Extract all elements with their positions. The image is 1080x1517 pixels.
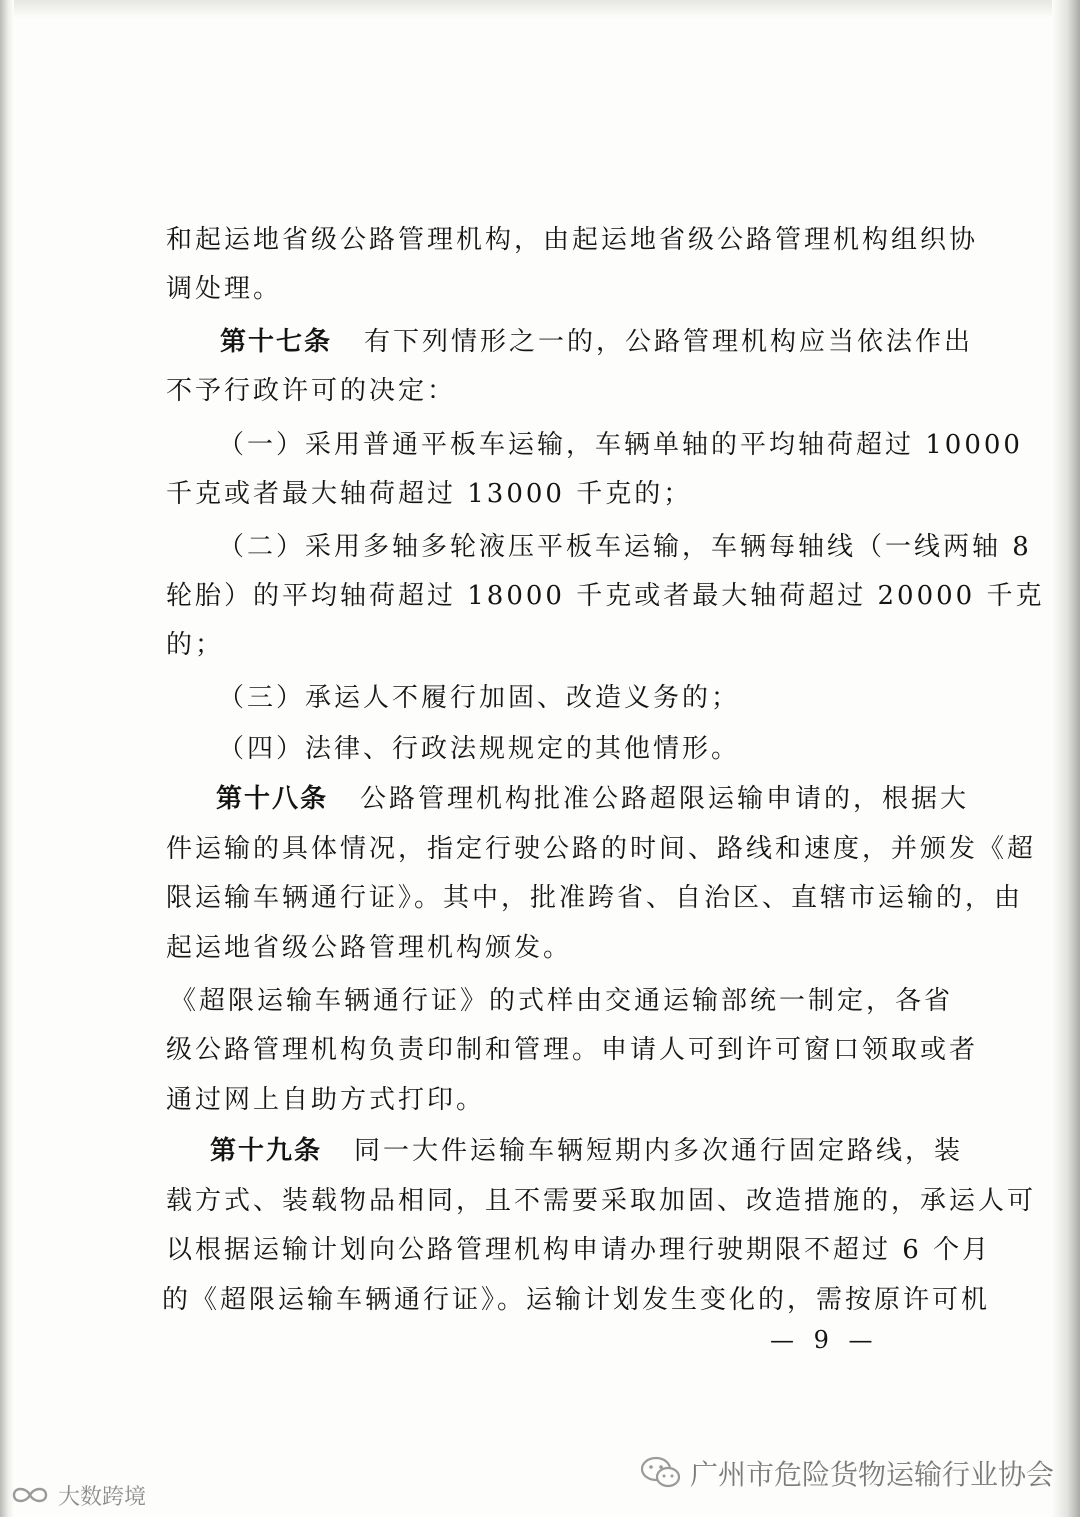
wechat-icon xyxy=(640,1456,682,1490)
text-line: 千克或者最大轴荷超过 13000 千克的； xyxy=(166,479,693,509)
article-19-text: 同一大件运输车辆短期内多次通行固定路线，装 xyxy=(354,1136,964,1166)
page-number: — 9 — xyxy=(770,1326,879,1354)
text-line: 通过网上自助方式打印。 xyxy=(166,1085,486,1115)
wechat-watermark xyxy=(640,1453,1054,1493)
text-line: 起运地省级公路管理机构颁发。 xyxy=(166,933,573,963)
text-line: （一）采用普通平板车运输，车辆单轴的平均轴荷超过 10000 xyxy=(218,430,1023,460)
site-watermark xyxy=(8,1478,146,1512)
article-19-title: 第十九条 xyxy=(210,1136,323,1166)
text-line: 不予行政许可的决定： xyxy=(166,376,457,406)
text-line: 和起运地省级公路管理机构，由起运地省级公路管理机构组织协 xyxy=(166,225,979,255)
text-line: 《超限运输车辆通行证》的式样由交通运输部统一制定，各省 xyxy=(170,986,954,1016)
text-line: 级公路管理机构负责印制和管理。申请人可到许可窗口领取或者 xyxy=(166,1035,979,1065)
wechat-account-name: 广州市危险货物运输行业协会 xyxy=(690,1458,1055,1491)
article-19-line xyxy=(210,1133,963,1169)
text-line: 限运输车辆通行证》。其中，批准跨省、自治区、直辖市运输的，由 xyxy=(166,883,1024,913)
article-17-line xyxy=(220,324,973,360)
text-line: （四）法律、行政法规规定的其他情形。 xyxy=(218,734,741,764)
text-line: 的《超限运输车辆通行证》。运输计划发生变化的，需按原许可机 xyxy=(162,1285,991,1315)
scan-shadow-top xyxy=(0,0,1080,18)
scan-shadow-left xyxy=(0,0,14,1517)
article-18-text: 公路管理机构批准公路超限运输申请的，根据大 xyxy=(360,784,970,814)
article-17-title: 第十七条 xyxy=(220,327,333,357)
site-watermark-text: 大数跨境 xyxy=(58,1484,147,1510)
article-18-line xyxy=(216,781,969,817)
text-line: 调处理。 xyxy=(166,274,283,304)
text-line: 以根据运输计划向公路管理机构申请办理行驶期限不超过 6 个月 xyxy=(166,1235,992,1265)
text-line: （三）承运人不履行加固、改造义务的； xyxy=(218,683,741,713)
text-line: 载方式、装载物品相同，且不需要采取加固、改造措施的，承运人可 xyxy=(166,1186,1037,1216)
text-line: 件运输的具体情况，指定行驶公路的时间、路线和速度，并颁发《超 xyxy=(166,834,1037,864)
text-line: 轮胎）的平均轴荷超过 18000 千克或者最大轴荷超过 20000 千克 xyxy=(166,581,1045,611)
text-line: （二）采用多轴多轮液压平板车运输，车辆每轴线（一线两轴 8 xyxy=(218,532,1032,562)
infinity-logo-icon xyxy=(8,1483,52,1507)
article-18-title: 第十八条 xyxy=(216,784,329,814)
text-line: 的； xyxy=(166,630,225,660)
scan-shadow-right xyxy=(1052,0,1080,1517)
article-17-text: 有下列情形之一的，公路管理机构应当依法作出 xyxy=(364,327,974,357)
